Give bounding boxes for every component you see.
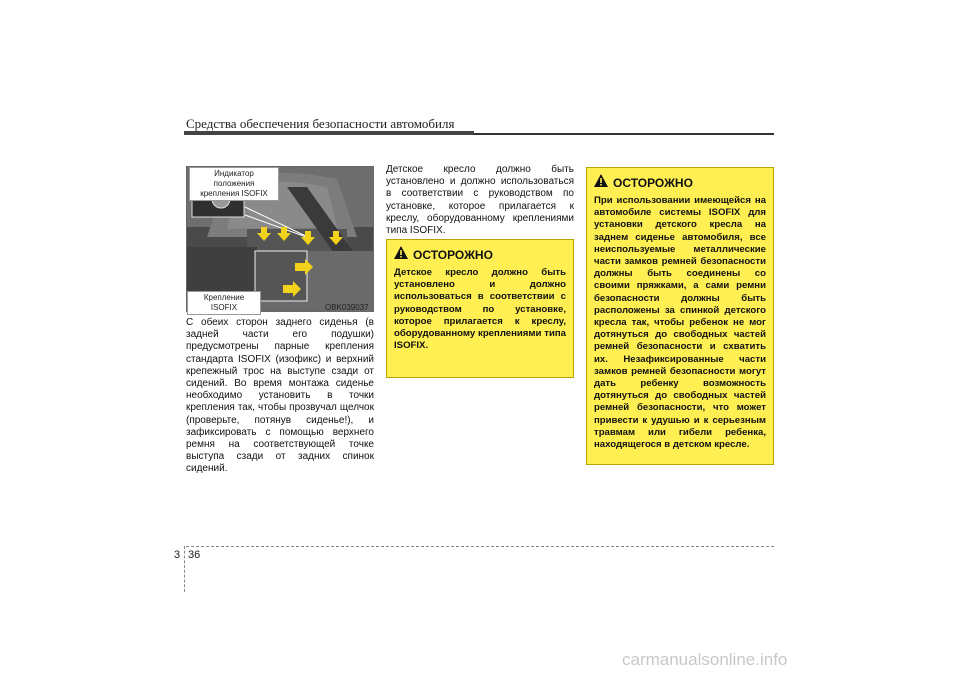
warning-box-middle bbox=[386, 239, 574, 378]
warning-header bbox=[594, 174, 766, 192]
watermark: carmanualsonline.info bbox=[622, 650, 788, 669]
footer-rule bbox=[186, 546, 774, 547]
warning-title: ОСТОРОЖНО bbox=[413, 248, 493, 262]
anchor-label: Крепление ISOFIX bbox=[187, 291, 261, 315]
warning-text: При использовании имеющейся на автомобиле системы ISOFIX для установки детского кресла на заднем сиденье автомобиля, все неиспользуемые металлические части замков ремней безопасности должны быть соединены со своими пряжками, а сами ремни безопасности должны быть расположены за спинкой детского кресла так, чтобы ребенок не мог дотянуться до свободных частей ремней безопасности и схватить их. Незафиксированные части замков ремней безопасности могут дать ребенку возможность дотянуться до свободных частей ремней безопасности, что может привести к удушью и к серьезным травмам или гибели ребенка, находящегося в детском кресле. bbox=[594, 195, 766, 451]
photo-code: OBK039037 bbox=[325, 303, 369, 312]
footer-divider bbox=[184, 546, 185, 592]
child-seat-note: Детское кресло должно быть установлено и должно использоваться в соответствии с руководством по установке, которое прилагается к креслу, оборудованному креплениями типа ISOFIX. bbox=[386, 164, 574, 237]
header-rule-accent bbox=[184, 131, 474, 135]
warning-triangle-icon bbox=[594, 174, 608, 192]
isofix-description: С обеих сторон заднего сиденья (в задней части его подушки) предусмотрены парные крепления стандарта ISOFIX (изофикс) и верхний крепежный трос на выступе сзади от сидений. Во время монтажа сиденье необходимо установить в точки крепления так, чтобы прозвучал щелчок (проверьте, потянув сиденье!), и зафиксировать с помощью верхнего ремня на соответствующей точке выступа сзади от задних спинок сидений. bbox=[186, 317, 374, 475]
warning-title: ОСТОРОЖНО bbox=[613, 176, 693, 190]
section-title: Средства обеспечения безопасности автомобиля bbox=[186, 116, 455, 131]
indicator-label: Индикатор положения крепления ISOFIX bbox=[189, 167, 279, 201]
page-number: 36 bbox=[188, 549, 201, 561]
warning-triangle-icon bbox=[394, 246, 408, 264]
warning-header bbox=[394, 246, 566, 264]
warning-box-right bbox=[586, 167, 774, 465]
chapter-number: 3 bbox=[174, 549, 181, 561]
warning-text: Детское кресло должно быть установлено и должно использоваться в соответствии с руководством по установке, которое прилагается к креслу, оборудованному креплениями типа ISOFIX. bbox=[394, 267, 566, 352]
